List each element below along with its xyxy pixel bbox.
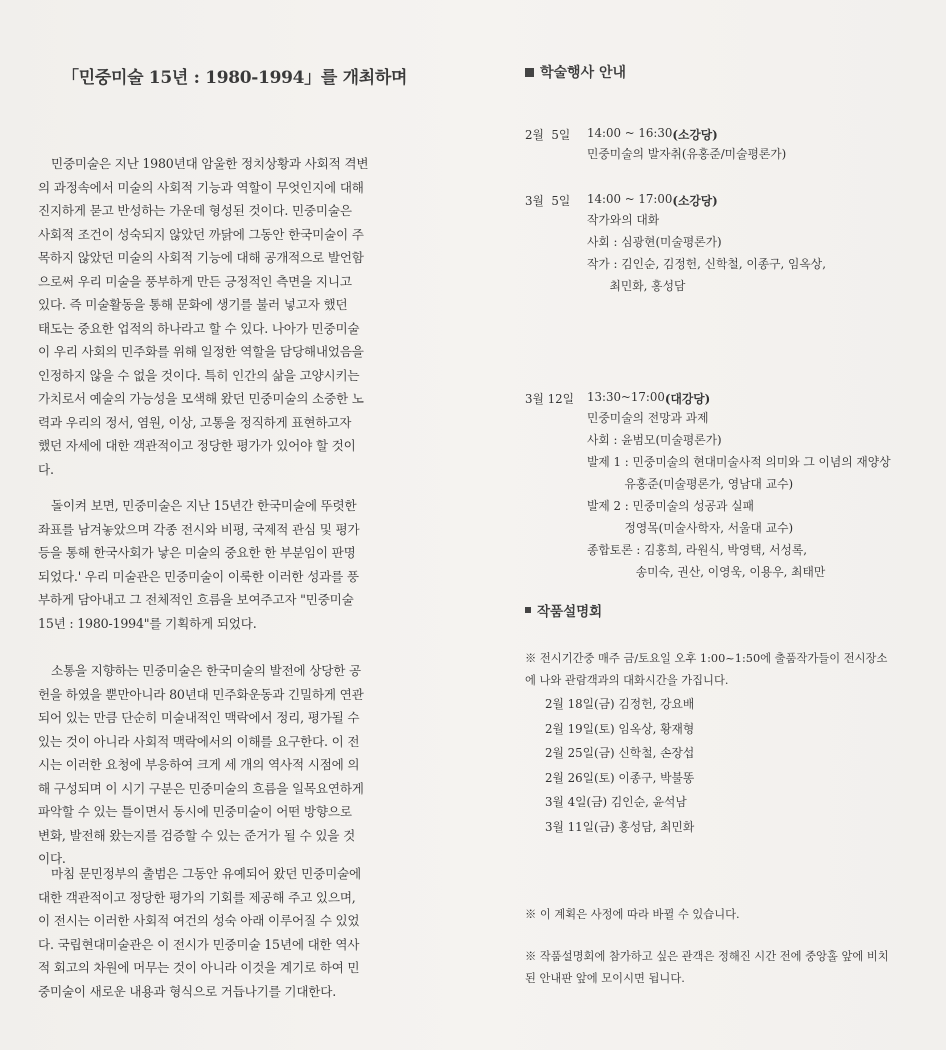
text-line: 소통을 지향하는 민중미술은 한국미술의 발전에 상당한 공: [51, 663, 361, 678]
schedule-item: 2월 18일(금) 김정헌, 강요배: [545, 697, 695, 711]
event-date: 3월 5일: [525, 194, 571, 208]
text-line: 헌을 하였을 뿐만아니라 80년대 민주화운동과 긴밀하게 연관: [38, 686, 364, 702]
text-line: 대한 객관적이고 정당한 평가의 기회를 제공해 주고 있으며,: [38, 889, 356, 905]
paragraph-1: [38, 152, 430, 481]
schedule-item: 3월 11일(금) 홍성담, 최민화: [545, 819, 695, 834]
event-detail-line: 종합토론 : 김홍희, 라원식, 박영택, 서성록,: [587, 543, 808, 557]
text-line: 있다. 즉 미술활동을 통해 문화에 생기를 불러 넣고자 했던: [38, 297, 348, 312]
text-line: 이 우리 사회의 민주화를 위해 일정한 역할을 담당해내었음을: [38, 344, 364, 359]
schedule-item: 2월 19일(토) 임옥상, 황재형: [545, 721, 695, 736]
text-line: 다. 국립현대미술관은 이 전시가 민중미술 15년에 대한 역사: [38, 936, 360, 952]
event-date: 3월 12일: [525, 392, 575, 406]
intro-column: [38, 66, 430, 999]
text-line: 했던 자세에 대한 객관적이고 정당한 평가가 있어야 할 것이: [38, 438, 356, 453]
text-line: 되었다.' 우리 미술관은 민중미술이 이룩한 이러한 성과를 풍: [38, 568, 359, 584]
text-line: 부하게 담아내고 그 전체적인 흐름을 보여주고자 "민중미술: [38, 592, 354, 607]
paragraph-4-lines: [38, 862, 430, 1003]
text-line: 파악할 수 있는 틀이면서 동시에 민중미술이 어떤 방향으로: [38, 804, 352, 819]
event-venue: (소강당): [672, 128, 718, 142]
event-detail-line: 작가 : 김인순, 김정헌, 신학철, 이종구, 임옥상,: [587, 257, 826, 271]
event-detail-line: 사회 : 심광현(미술평론가): [587, 235, 722, 249]
event-time: 13:30~17:00: [587, 390, 665, 404]
text-line: 돌이켜 보면, 민중미술은 지난 15년간 한국미술에 뚜렷한: [51, 498, 357, 513]
event-detail-line: 발제 2 : 민중미술의 성공과 실패: [587, 499, 754, 513]
text-line: 등을 통해 한국사회가 낳은 미술의 중요한 한 부분임이 판명: [38, 545, 356, 560]
text-line: 으로써 우리 미술을 풍부하게 만든 긍정적인 측면을 지니고: [38, 273, 352, 289]
text-line: ※ 작품설명회에 참가하고 싶은 관객은 정해진 시간 전에 중앙홀 앞에 비치: [525, 950, 889, 963]
text-line: 시는 이러한 요청에 부응하여 크게 세 개의 역사적 시점에 의: [38, 757, 360, 772]
text-line: 이 전시는 이러한 사회적 여건의 성숙 아래 이루어질 수 있었: [38, 913, 360, 928]
event-date: 2월 5일: [525, 128, 571, 142]
works-heading-label: 작품설명회: [537, 604, 603, 620]
paragraph-3: [38, 659, 430, 871]
text-line: 된 안내판 앞에 모이시면 됩니다.: [525, 972, 685, 985]
event-header: [525, 192, 925, 209]
talk-schedule: [545, 692, 925, 839]
text-line: 이다.: [38, 851, 66, 866]
event-detail-line: 최민화, 홍성담: [587, 279, 686, 293]
paragraph-2-lines: [38, 494, 430, 635]
text-line: 진지하게 묻고 반성하는 가운데 형성된 것이다. 민중미술은: [38, 203, 352, 218]
text-line: 있는 것이 아니라 사회적 맥락에서의 이해를 요구한다. 이 전: [38, 733, 360, 749]
event-block: [525, 390, 925, 583]
text-line: 가치로서 예술의 가능성을 모색해 왔던 민중미술의 소중한 노: [38, 391, 364, 406]
text-line: 마침 문민정부의 출범은 그동안 유예되어 왔던 민중미술에: [51, 866, 361, 881]
note-gathering: [525, 946, 925, 990]
event-detail-line: 작가와의 대화: [587, 213, 660, 227]
text-line: 태도는 중요한 업적의 하나라고 할 수 있다. 나아가 민중미술: [38, 320, 360, 336]
text-line: 력과 우리의 정서, 염원, 이상, 고통을 정직하게 표현하고자: [38, 414, 352, 430]
text-line: 인정하지 않을 수 없을 것이다. 특히 인간의 삶을 고양시키는: [38, 367, 360, 383]
text-line: 다.: [38, 461, 54, 477]
event-detail-line: 정영목(미술사학자, 서울대 교수): [587, 521, 794, 535]
text-line: 좌표를 남겨놓았으며 각종 전시와 비평, 국제적 관심 및 평가: [38, 521, 360, 537]
square-bullet-icon: [525, 68, 534, 77]
event-venue: (대강당): [664, 392, 711, 406]
events-heading: [525, 62, 925, 82]
works-intro: [525, 648, 925, 692]
event-detail-line: 민중미술의 발자취(유홍준/미술평론가): [587, 147, 787, 161]
event-venue: (소강당): [672, 194, 718, 208]
text-line: 중미술이 새로운 내용과 형식으로 거듭나기를 기대한다.: [38, 983, 337, 999]
works-intro-lines: [525, 648, 925, 692]
event-detail-line: 송미숙, 권산, 이영욱, 이용우, 최태만: [587, 565, 826, 579]
note-change: ※ 이 계획은 사정에 따라 바뀔 수 있습니다.: [525, 908, 740, 921]
paragraph-3-lines: [38, 659, 430, 871]
schedule-item: 2월 25일(금) 신학철, 손장섭: [545, 746, 695, 760]
text-line: 사회적 조건이 성숙되지 않았던 까닭에 그동안 한국미술이 주: [38, 226, 364, 242]
paragraph-4: [38, 862, 430, 1003]
text-line: 해 구성되며 이 시기 구분은 민중미술의 흐름을 일목요연하게: [38, 780, 364, 796]
info-column: [525, 62, 925, 985]
event-detail-line: 사회 : 윤범모(미술평론가): [587, 433, 722, 447]
event-block: [525, 192, 925, 297]
works-heading: [525, 600, 602, 620]
text-line: 의 과정속에서 미술의 사회적 기능과 역할이 무엇인지에 대해: [38, 179, 364, 195]
paragraph-2: [38, 494, 430, 635]
text-line: ※ 전시기간중 매주 금/토요일 오후 1:00~1:50에 출품작가들이 전시장소: [525, 652, 888, 665]
square-bullet-icon: [525, 607, 531, 613]
text-line: 15년 : 1980-1994"를 기획하게 되었다.: [38, 615, 257, 631]
event-time: 14:00 ~ 16:30: [587, 126, 673, 140]
event-block: [525, 126, 925, 165]
event-detail-line: 유홍준(미술평론가, 영남대 교수): [587, 477, 794, 491]
events-heading-label: 학술행사 안내: [540, 65, 627, 81]
event-detail-line: 발제 1 : 민중미술의 현대미술사적 의미와 그 이념의 재양상: [587, 455, 891, 469]
event-time: 14:00 ~ 17:00: [587, 192, 673, 206]
text-line: 변화, 발전해 왔는지를 검증할 수 있는 준거가 될 수 있을 것: [38, 827, 356, 843]
schedule-item: 3월 4일(금) 김인순, 윤석남: [545, 795, 687, 809]
text-line: 민중미술은 지난 1980년대 암울한 정치상황과 사회적 격변: [51, 156, 369, 171]
note-gathering-lines: [525, 946, 925, 990]
paragraph-1-lines: [38, 152, 430, 481]
event-header: [525, 126, 925, 143]
text-line: 에 나와 관람객과의 대화시간을 가집니다.: [525, 674, 729, 687]
text-line: 적 회고의 차원에 머무는 것이 아니라 이것을 계기로 하여 민: [38, 960, 360, 975]
text-line: 되어 있는 만큼 단순히 미술내적인 맥락에서 정리, 평가될 수: [38, 710, 360, 725]
event-header: [525, 390, 925, 407]
text-line: 목하지 않았던 미술의 사회적 기능에 대해 공개적으로 발언함: [38, 250, 364, 265]
event-detail-line: 민중미술의 전망과 과제: [587, 411, 709, 425]
schedule-item: 2월 26일(토) 이종구, 박불똥: [545, 770, 695, 785]
page-title: 「민중미술 15년 : 1980-1994」를 개최하며: [62, 68, 408, 88]
